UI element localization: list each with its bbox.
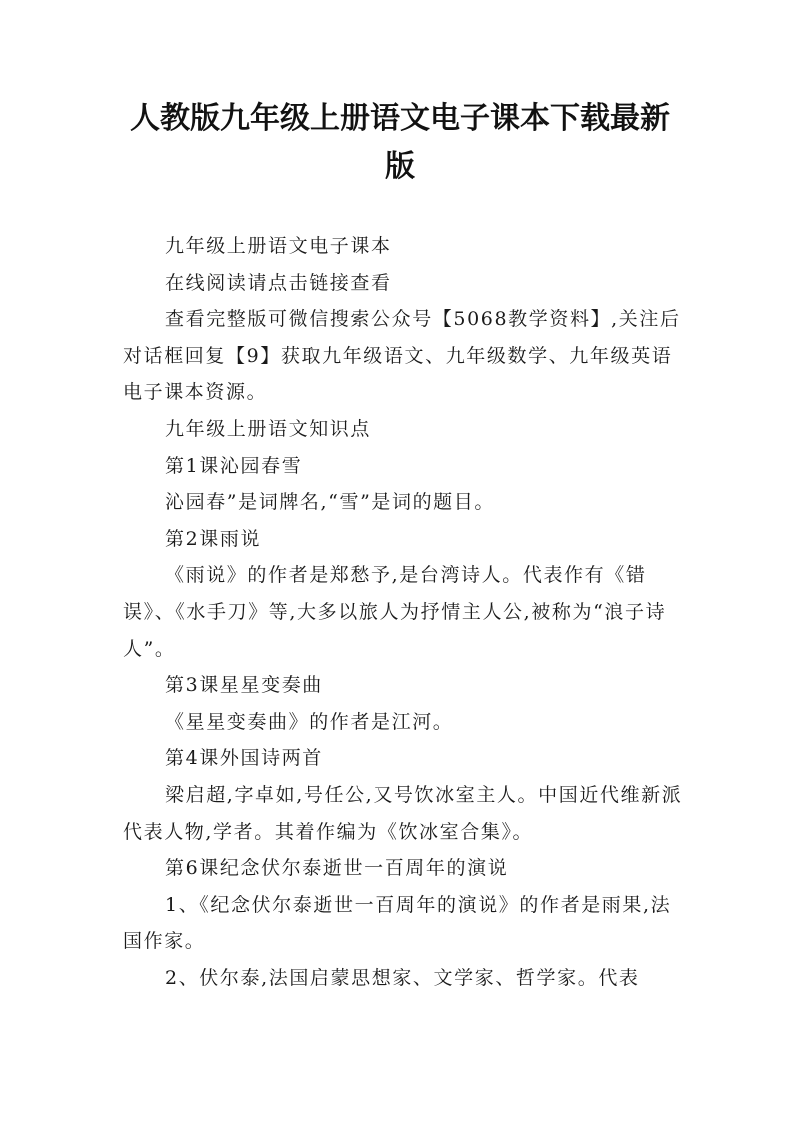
paragraph: 《星星变奏曲》的作者是江河。 xyxy=(165,710,454,733)
section-heading: 九年级上册语文知识点 xyxy=(165,417,372,440)
paragraph: 2、伏尔泰,法国启蒙思想家、文学家、哲学家。代表 xyxy=(165,966,640,989)
paragraph: 查看完整版可微信搜索公众号【5068教学资料】,关注后对话框回复【9】获取九年级语文、九年级数学、九年级英语电子课本资源。 xyxy=(123,308,681,404)
lesson-heading: 第2课雨说 xyxy=(165,527,262,550)
paragraph: 梁启超,字卓如,号任公,又号饮冰室主人。中国近代维新派代表人物,学者。其着作编为《饮冰室合集》。 xyxy=(123,783,683,843)
document-body xyxy=(123,228,683,996)
lesson-heading: 第6课纪念伏尔泰逝世一百周年的演说 xyxy=(165,857,509,880)
paragraph: 《雨说》的作者是郑愁予,是台湾诗人。代表作有《错误》、《水手刀》等,大多以旅人为抒情主人公,被称为“浪子诗人”。 xyxy=(123,564,667,660)
link-hint-paragraph: 在线阅读请点击链接查看 xyxy=(165,271,392,294)
paragraph: 沁园春”是词牌名,“雪”是词的题目。 xyxy=(165,491,495,514)
paragraph: 九年级上册语文电子课本 xyxy=(165,235,392,257)
document-title: 人教版九年级上册语文电子课本下载最新版 xyxy=(130,101,670,184)
lesson-heading: 第1课沁园春雪 xyxy=(165,454,303,477)
lesson-heading: 第4课外国诗两首 xyxy=(165,747,323,770)
lesson-heading: 第3课星星变奏曲 xyxy=(165,674,323,697)
paragraph: 1、《纪念伏尔泰逝世一百周年的演说》的作者是雨果,法国作家。 xyxy=(123,893,672,953)
